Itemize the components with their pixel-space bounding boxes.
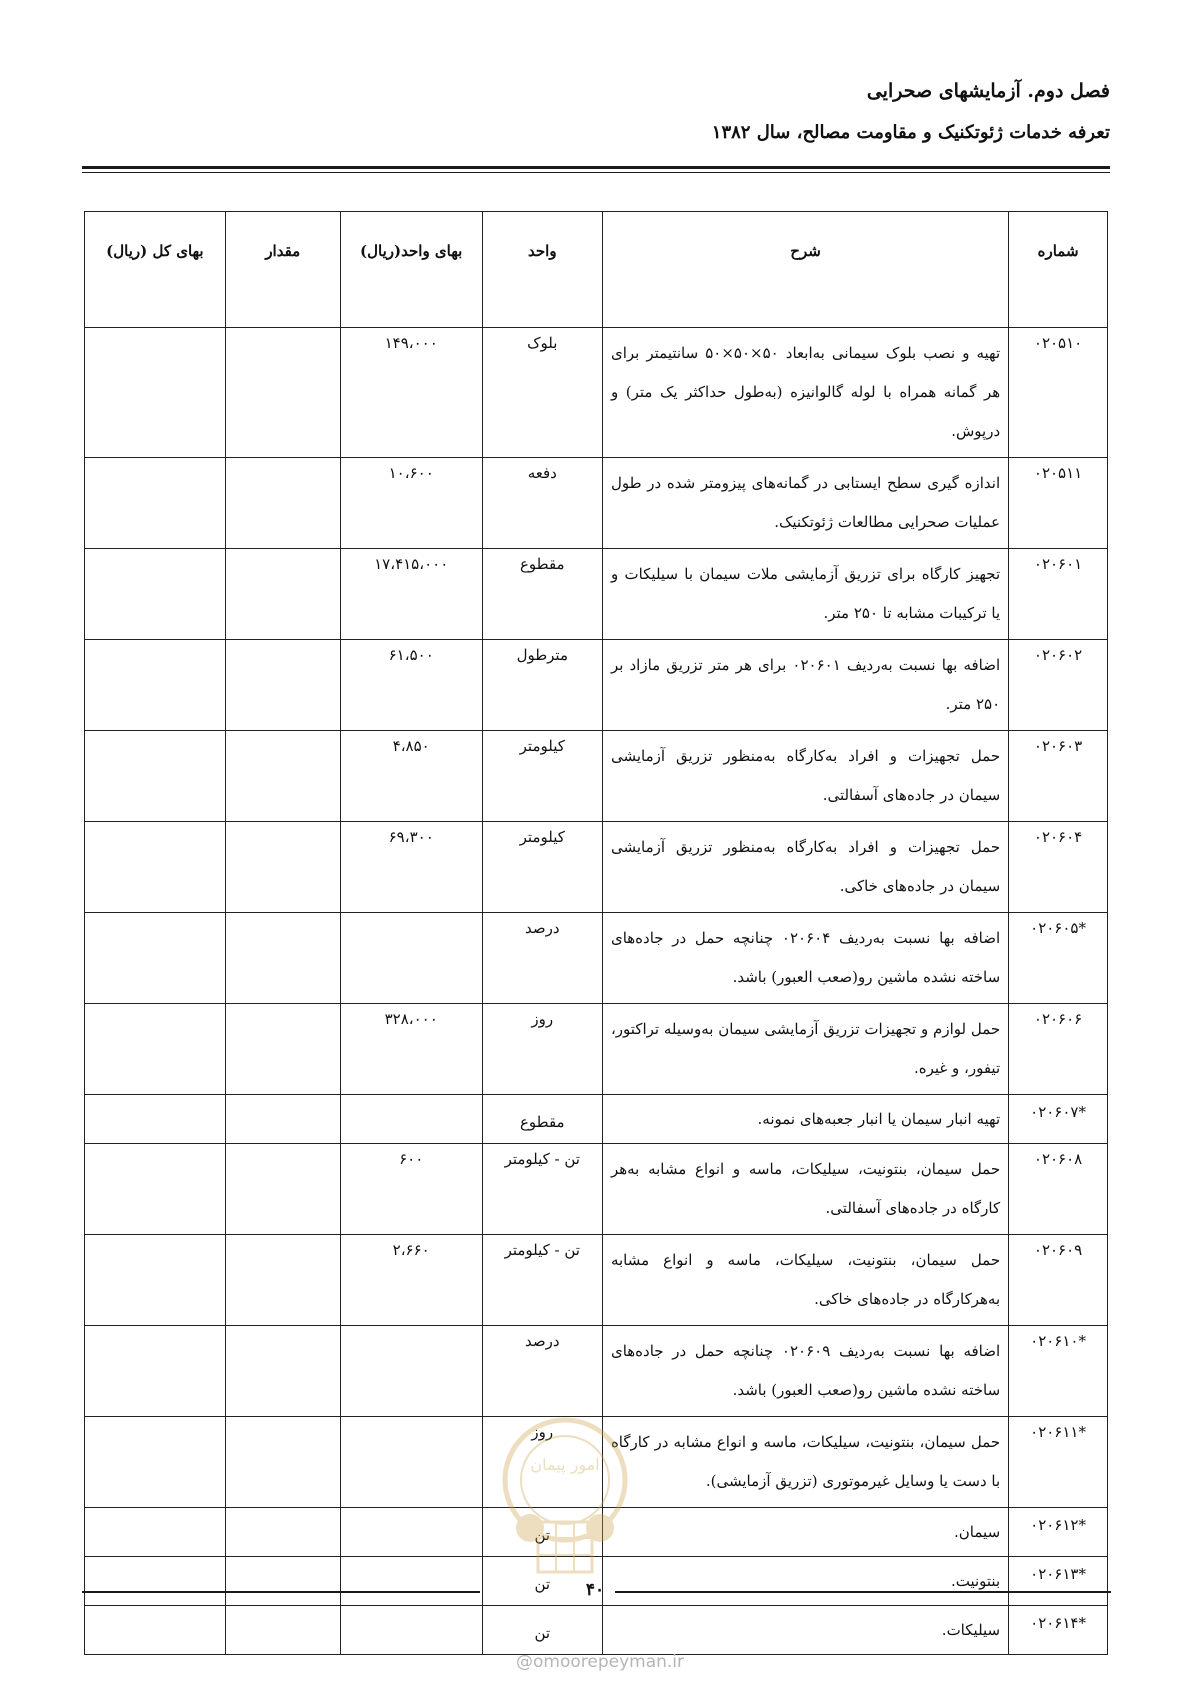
row-description: حمل تجهیزات و افراد به‌کارگاه به‌منظور تزریق آزمایشی سیمان در جاده‌های آسفالتی. [602,731,1008,822]
row-number: *۰۲۰۶۱۱ [1009,1417,1108,1508]
row-unit: تن [482,1606,602,1655]
row-description: اضافه بها نسبت به‌ردیف ۰۲۰۶۰۹ چنانچه حمل در جاده‌های ساخته نشده ماشین رو(صعب العبور) باشد. [602,1326,1008,1417]
header-rule-thick [82,166,1110,169]
row-description: تهیه و نصب بلوک سیمانی به‌ابعاد ۵۰×۵۰×۵۰ سانتیمتر برای هر گمانه همراه با لوله گالوانیزه (به‌طول حداکثر یک متر) و درپوش. [602,328,1008,458]
row-unit-price: ۶۰۰ [340,1144,482,1235]
chapter-title: فصل دوم. آزمایشهای صحرایی [866,80,1110,102]
row-unit: روز [482,1004,602,1095]
row-unit-price: ۲،۶۶۰ [340,1235,482,1326]
row-description: سیلیکات. [602,1606,1008,1655]
row-description: اندازه گیری سطح ایستابی در گمانه‌های پیزومتر شده در طول عملیات صحرایی مطالعات ژئوتکنیک. [602,458,1008,549]
row-unit: کیلومتر [482,822,602,913]
row-number: *۰۲۰۶۰۵ [1009,913,1108,1004]
row-quantity [225,731,340,822]
row-number: *۰۲۰۶۰۷ [1009,1095,1108,1144]
col-header-unit: واحد [482,212,602,328]
row-number: *۰۲۰۶۱۲ [1009,1508,1108,1557]
row-number: ۰۲۰۶۰۶ [1009,1004,1108,1095]
row-total-price [85,1326,226,1417]
watermark-url: @omoorepeyman.ir [515,1652,685,1672]
col-header-unit-price: بهای واحد(ریال) [340,212,482,328]
row-unit: مقطوع [482,549,602,640]
row-number: ۰۲۰۶۰۸ [1009,1144,1108,1235]
row-unit: مترطول [482,640,602,731]
row-unit: تن [482,1508,602,1557]
row-unit-price [340,1508,482,1557]
row-unit-price [340,1557,482,1606]
row-unit: تن [482,1557,602,1606]
row-description: بنتونیت. [602,1557,1008,1606]
row-unit-price: ۴،۸۵۰ [340,731,482,822]
col-header-description: شرح [602,212,1008,328]
row-number: *۰۲۰۶۱۰ [1009,1326,1108,1417]
col-header-total-price: بهای کل (ریال) [85,212,226,328]
row-unit-price [340,1417,482,1508]
document-subtitle: تعرفه خدمات ژئوتکنیک و مقاومت مصالح، سال ۱۳۸۲ [711,122,1110,143]
seal-watermark [490,1410,640,1580]
row-quantity [225,328,340,458]
row-quantity [225,1508,340,1557]
row-unit-price: ۱۴۹،۰۰۰ [340,328,482,458]
row-description: تجهیز کارگاه برای تزریق آزمایشی ملات سیمان با سیلیکات و یا ترکیبات مشابه تا ۲۵۰ متر. [602,549,1008,640]
table-row [85,1144,1108,1235]
row-unit: درصد [482,913,602,1004]
table-row [85,458,1108,549]
row-total-price [85,822,226,913]
table-row [85,1326,1108,1417]
row-unit-price: ۶۹،۳۰۰ [340,822,482,913]
table-row [85,1606,1108,1655]
header-rule-thin [82,172,1110,173]
row-total-price [85,640,226,731]
row-total-price [85,328,226,458]
row-quantity [225,1326,340,1417]
row-unit: روز [482,1417,602,1508]
table-row [85,822,1108,913]
svg-text:امور پیمان: امور پیمان [530,1455,600,1474]
row-unit: دفعه [482,458,602,549]
row-number: ۰۲۰۶۰۳ [1009,731,1108,822]
table-row [85,1235,1108,1326]
row-description: حمل سیمان، بنتونیت، سیلیکات، ماسه و انواع مشابه به‌هر کارگاه در جاده‌های آسفالتی. [602,1144,1008,1235]
row-number: ۰۲۰۵۱۰ [1009,328,1108,458]
table-row [85,731,1108,822]
col-header-quantity: مقدار [225,212,340,328]
table-row [85,913,1108,1004]
row-total-price [85,458,226,549]
row-total-price [85,1508,226,1557]
row-total-price [85,1235,226,1326]
table-row [85,1004,1108,1095]
row-total-price [85,1095,226,1144]
row-description: اضافه بها نسبت به‌ردیف ۰۲۰۶۰۴ چنانچه حمل در جاده‌های ساخته نشده ماشین رو(صعب العبور) باشد. [602,913,1008,1004]
row-number: ۰۲۰۶۰۲ [1009,640,1108,731]
row-description: حمل تجهیزات و افراد به‌کارگاه به‌منظور تزریق آزمایشی سیمان در جاده‌های خاکی. [602,822,1008,913]
row-quantity [225,549,340,640]
row-quantity [225,913,340,1004]
table-header-row [85,212,1108,328]
row-unit-price [340,913,482,1004]
row-number: ۰۲۰۶۰۱ [1009,549,1108,640]
row-total-price [85,1144,226,1235]
row-unit-price: ۱۰،۶۰۰ [340,458,482,549]
row-quantity [225,1144,340,1235]
col-header-number: شماره [1009,212,1108,328]
row-unit-price [340,1606,482,1655]
row-unit-price: ۶۱،۵۰۰ [340,640,482,731]
row-number: *۰۲۰۶۱۳ [1009,1557,1108,1606]
footer-rule-left [82,1591,480,1593]
row-unit-price [340,1095,482,1144]
row-total-price [85,731,226,822]
row-description: تهیه انبار سیمان یا انبار جعبه‌های نمونه. [602,1095,1008,1144]
row-unit-price [340,1326,482,1417]
row-description: سیمان. [602,1508,1008,1557]
row-unit: تن - کیلومتر [482,1144,602,1235]
row-number: ۰۲۰۶۰۹ [1009,1235,1108,1326]
row-unit: تن - کیلومتر [482,1235,602,1326]
row-total-price [85,1606,226,1655]
row-number: ۰۲۰۵۱۱ [1009,458,1108,549]
table-row [85,549,1108,640]
row-quantity [225,1235,340,1326]
row-number: *۰۲۰۶۱۴ [1009,1606,1108,1655]
row-unit: درصد [482,1326,602,1417]
row-quantity [225,1095,340,1144]
table-row [85,640,1108,731]
page-number: ۴۰ [585,1580,605,1600]
footer-rule-right [615,1591,1111,1593]
row-quantity [225,822,340,913]
row-description: اضافه بها نسبت به‌ردیف ۰۲۰۶۰۱ برای هر متر تزریق مازاد بر ۲۵۰ متر. [602,640,1008,731]
row-unit: بلوک [482,328,602,458]
row-quantity [225,1004,340,1095]
row-description: حمل سیمان، بنتونیت، سیلیکات، ماسه و انواع مشابه در کارگاه با دست یا وسایل غیرموتوری (تزریق آزمایشی). [602,1417,1008,1508]
row-total-price [85,1004,226,1095]
row-unit: کیلومتر [482,731,602,822]
row-description: حمل لوازم و تجهیزات تزریق آزمایشی سیمان به‌وسیله تراکتور، تیفور، و غیره. [602,1004,1008,1095]
row-unit: مقطوع [482,1095,602,1144]
row-quantity [225,1606,340,1655]
row-total-price [85,1557,226,1606]
table-row [85,1095,1108,1144]
row-total-price [85,913,226,1004]
row-quantity [225,1417,340,1508]
row-description: حمل سیمان، بنتونیت، سیلیکات، ماسه و انواع مشابه به‌هرکارگاه در جاده‌های خاکی. [602,1235,1008,1326]
row-unit-price: ۱۷،۴۱۵،۰۰۰ [340,549,482,640]
table-row [85,328,1108,458]
row-unit-price: ۳۲۸،۰۰۰ [340,1004,482,1095]
row-number: ۰۲۰۶۰۴ [1009,822,1108,913]
row-quantity [225,640,340,731]
row-total-price [85,549,226,640]
row-quantity [225,1557,340,1606]
row-quantity [225,458,340,549]
row-total-price [85,1417,226,1508]
